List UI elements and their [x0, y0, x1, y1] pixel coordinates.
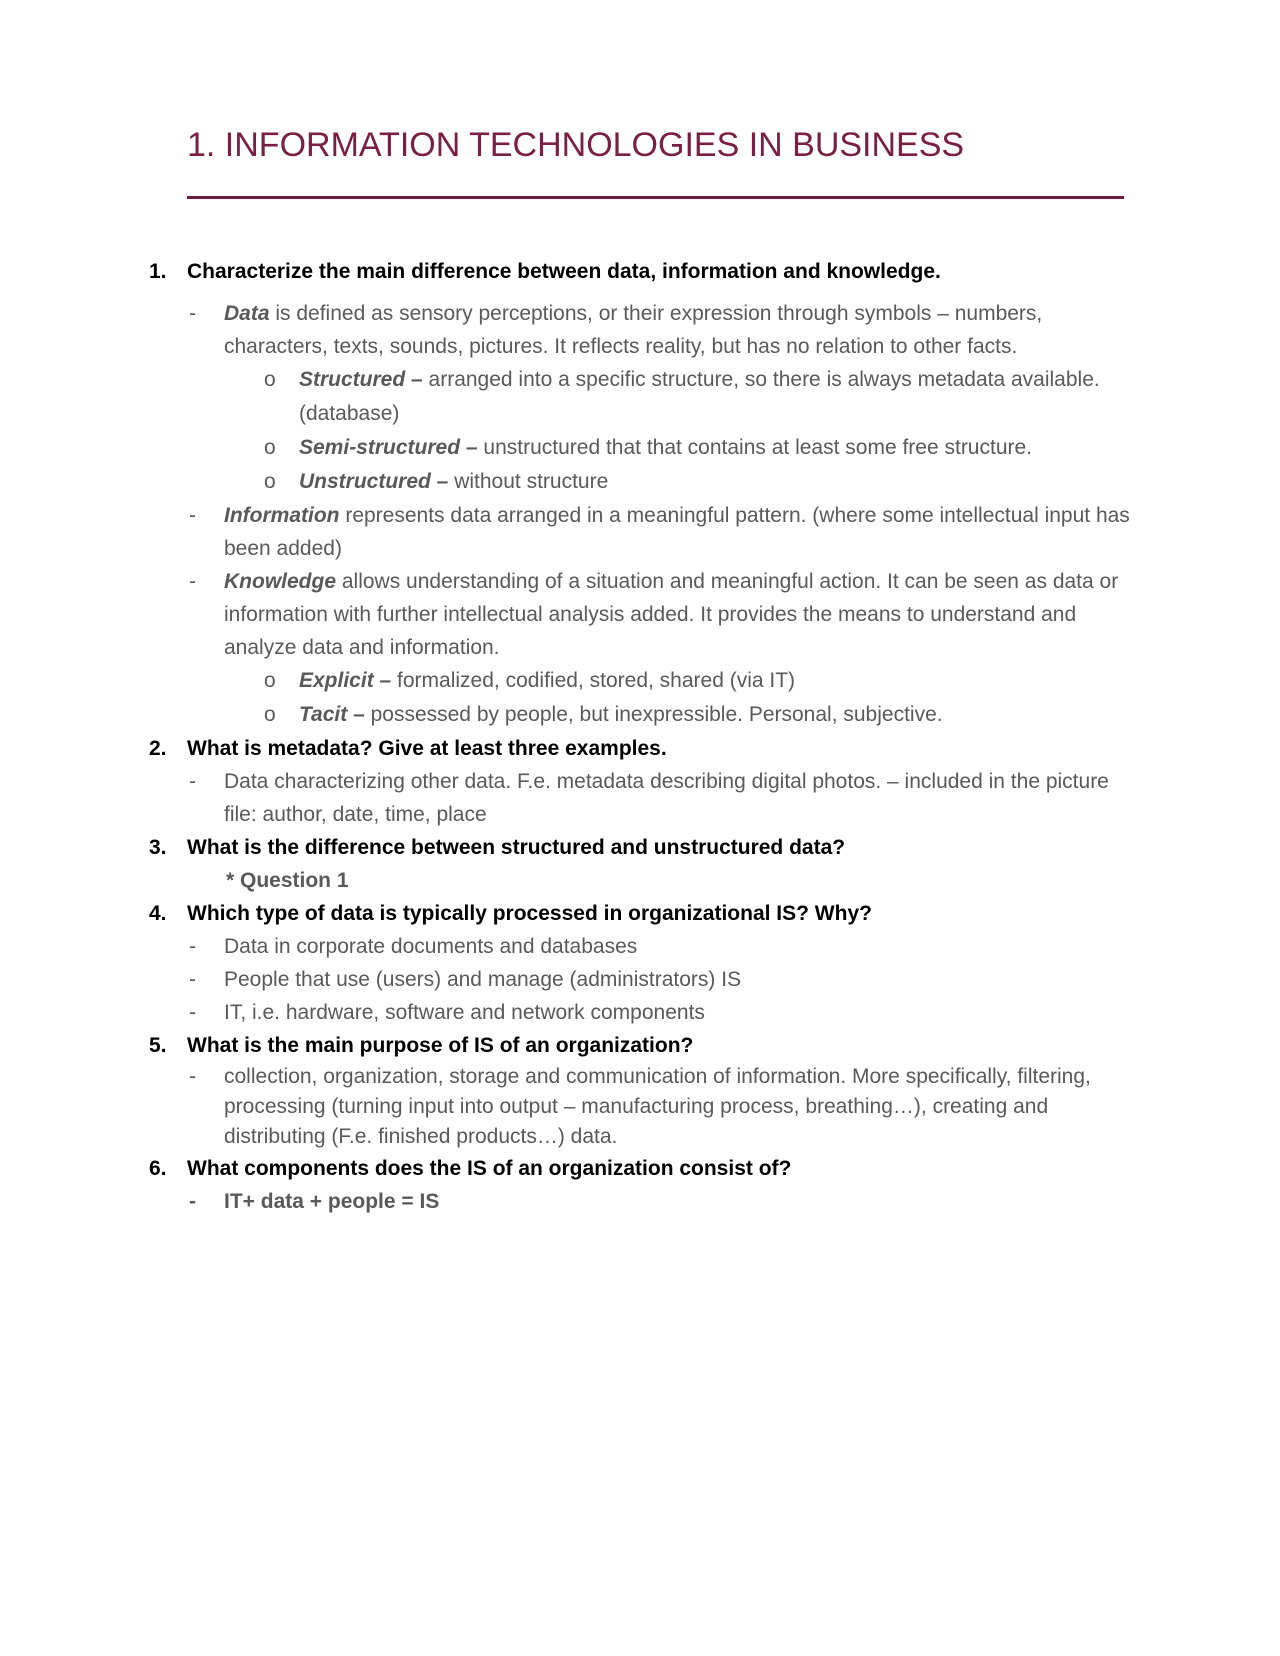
- circle-bullet-icon: o: [264, 703, 276, 726]
- answer-item: [0, 499, 1280, 565]
- term-definition: arranged into a specific structure, so there is always metadata available. (database): [299, 368, 1100, 425]
- dash-bullet: -: [189, 504, 196, 527]
- question-number: 4.: [149, 902, 167, 925]
- term-definition: allows understanding of a situation and meaningful action. It can be seen as data or information with further intellectual analysis added. It provides the means to understand and analyze data and information.: [224, 570, 1119, 659]
- question-text: What components does the IS of an organization consist of?: [187, 1157, 792, 1180]
- sub-item: [0, 664, 1280, 698]
- question-text: Characterize the main difference between data, information and knowledge.: [187, 260, 941, 283]
- question-4: [0, 897, 1280, 930]
- question-3: [0, 831, 1280, 864]
- answer-item: [0, 996, 1280, 1029]
- term-unstructured: Unstructured –: [299, 470, 449, 493]
- answer-note: * Question 1: [226, 869, 349, 892]
- dash-bullet: -: [189, 1190, 196, 1213]
- term-definition: possessed by people, but inexpressible. Personal, subjective.: [364, 703, 943, 726]
- term-definition: without structure: [448, 470, 609, 493]
- circle-bullet-icon: o: [264, 368, 276, 391]
- question-text: Which type of data is typically processed in organizational IS? Why?: [187, 902, 872, 925]
- circle-bullet-icon: o: [264, 669, 276, 692]
- term-structured: Structured –: [299, 368, 423, 391]
- term-explicit: Explicit –: [299, 669, 392, 692]
- circle-bullet-icon: o: [264, 470, 276, 493]
- answer-item: [0, 765, 1280, 831]
- answer-item: [0, 565, 1280, 664]
- sub-item: [0, 698, 1280, 732]
- answer-text: Data characterizing other data. F.e. metadata describing digital photos. – included in the picture file: author, date, time, place: [224, 770, 1109, 826]
- answer-text: collection, organization, storage and communication of information. More specifically, filtering, processing (turning input into output – manufacturing process, breathing…), creating and distributing (F.e. finished products…) data.: [224, 1065, 1091, 1148]
- answer-text: IT, i.e. hardware, software and network components: [224, 1001, 705, 1024]
- question-number: 1.: [149, 260, 167, 283]
- sub-item: [0, 431, 1280, 465]
- question-2: [0, 732, 1280, 765]
- question-number: 2.: [149, 737, 167, 760]
- answer-item: [0, 930, 1280, 963]
- title-underline: [187, 196, 1124, 199]
- term-definition: formalized, codified, stored, shared (via IT): [391, 669, 796, 692]
- dash-bullet: -: [189, 1001, 196, 1024]
- term-definition: represents data arranged in a meaningful pattern. (where some intellectual input has been added): [224, 504, 1130, 560]
- answer-text: IT+ data + people = IS: [224, 1190, 440, 1213]
- term-information: Information: [224, 504, 340, 527]
- question-text: What is the difference between structured and unstructured data?: [187, 836, 846, 859]
- dash-bullet: -: [189, 770, 196, 793]
- answer-item: [0, 963, 1280, 996]
- dash-bullet: -: [189, 1065, 196, 1088]
- term-tacit: Tacit –: [299, 703, 365, 726]
- term-data: Data: [224, 302, 270, 325]
- question-text: What is the main purpose of IS of an organization?: [187, 1034, 694, 1057]
- dash-bullet: -: [189, 935, 196, 958]
- term-definition: unstructured that that contains at least some free structure.: [477, 436, 1033, 459]
- dash-bullet: -: [189, 968, 196, 991]
- question-list: [0, 255, 1280, 1218]
- term-knowledge: Knowledge: [224, 570, 337, 593]
- circle-bullet-icon: o: [264, 436, 276, 459]
- answer-item: [0, 1062, 1280, 1152]
- answer-text: People that use (users) and manage (administrators) IS: [224, 968, 742, 991]
- question-number: 5.: [149, 1034, 167, 1057]
- term-definition: is defined as sensory perceptions, or their expression through symbols – numbers, characters, texts, sounds, pictures. It reflects reality, but has no relation to other facts.: [224, 302, 1043, 358]
- dash-bullet: -: [189, 302, 196, 325]
- question-number: 3.: [149, 836, 167, 859]
- page-title: 1. INFORMATION TECHNOLOGIES IN BUSINESS: [187, 126, 965, 164]
- answer-text: Data in corporate documents and databases: [224, 935, 638, 958]
- question-text: What is metadata? Give at least three examples.: [187, 737, 667, 760]
- question-6: [0, 1152, 1280, 1185]
- dash-bullet: -: [189, 570, 196, 593]
- term-semi-structured: Semi-structured –: [299, 436, 478, 459]
- sub-item: [0, 465, 1280, 499]
- question-5: [0, 1029, 1280, 1062]
- answer-item: [0, 297, 1280, 363]
- sub-item: [0, 363, 1280, 431]
- answer-item: [0, 1185, 1280, 1218]
- question-1: [0, 255, 1280, 288]
- question-number: 6.: [149, 1157, 167, 1180]
